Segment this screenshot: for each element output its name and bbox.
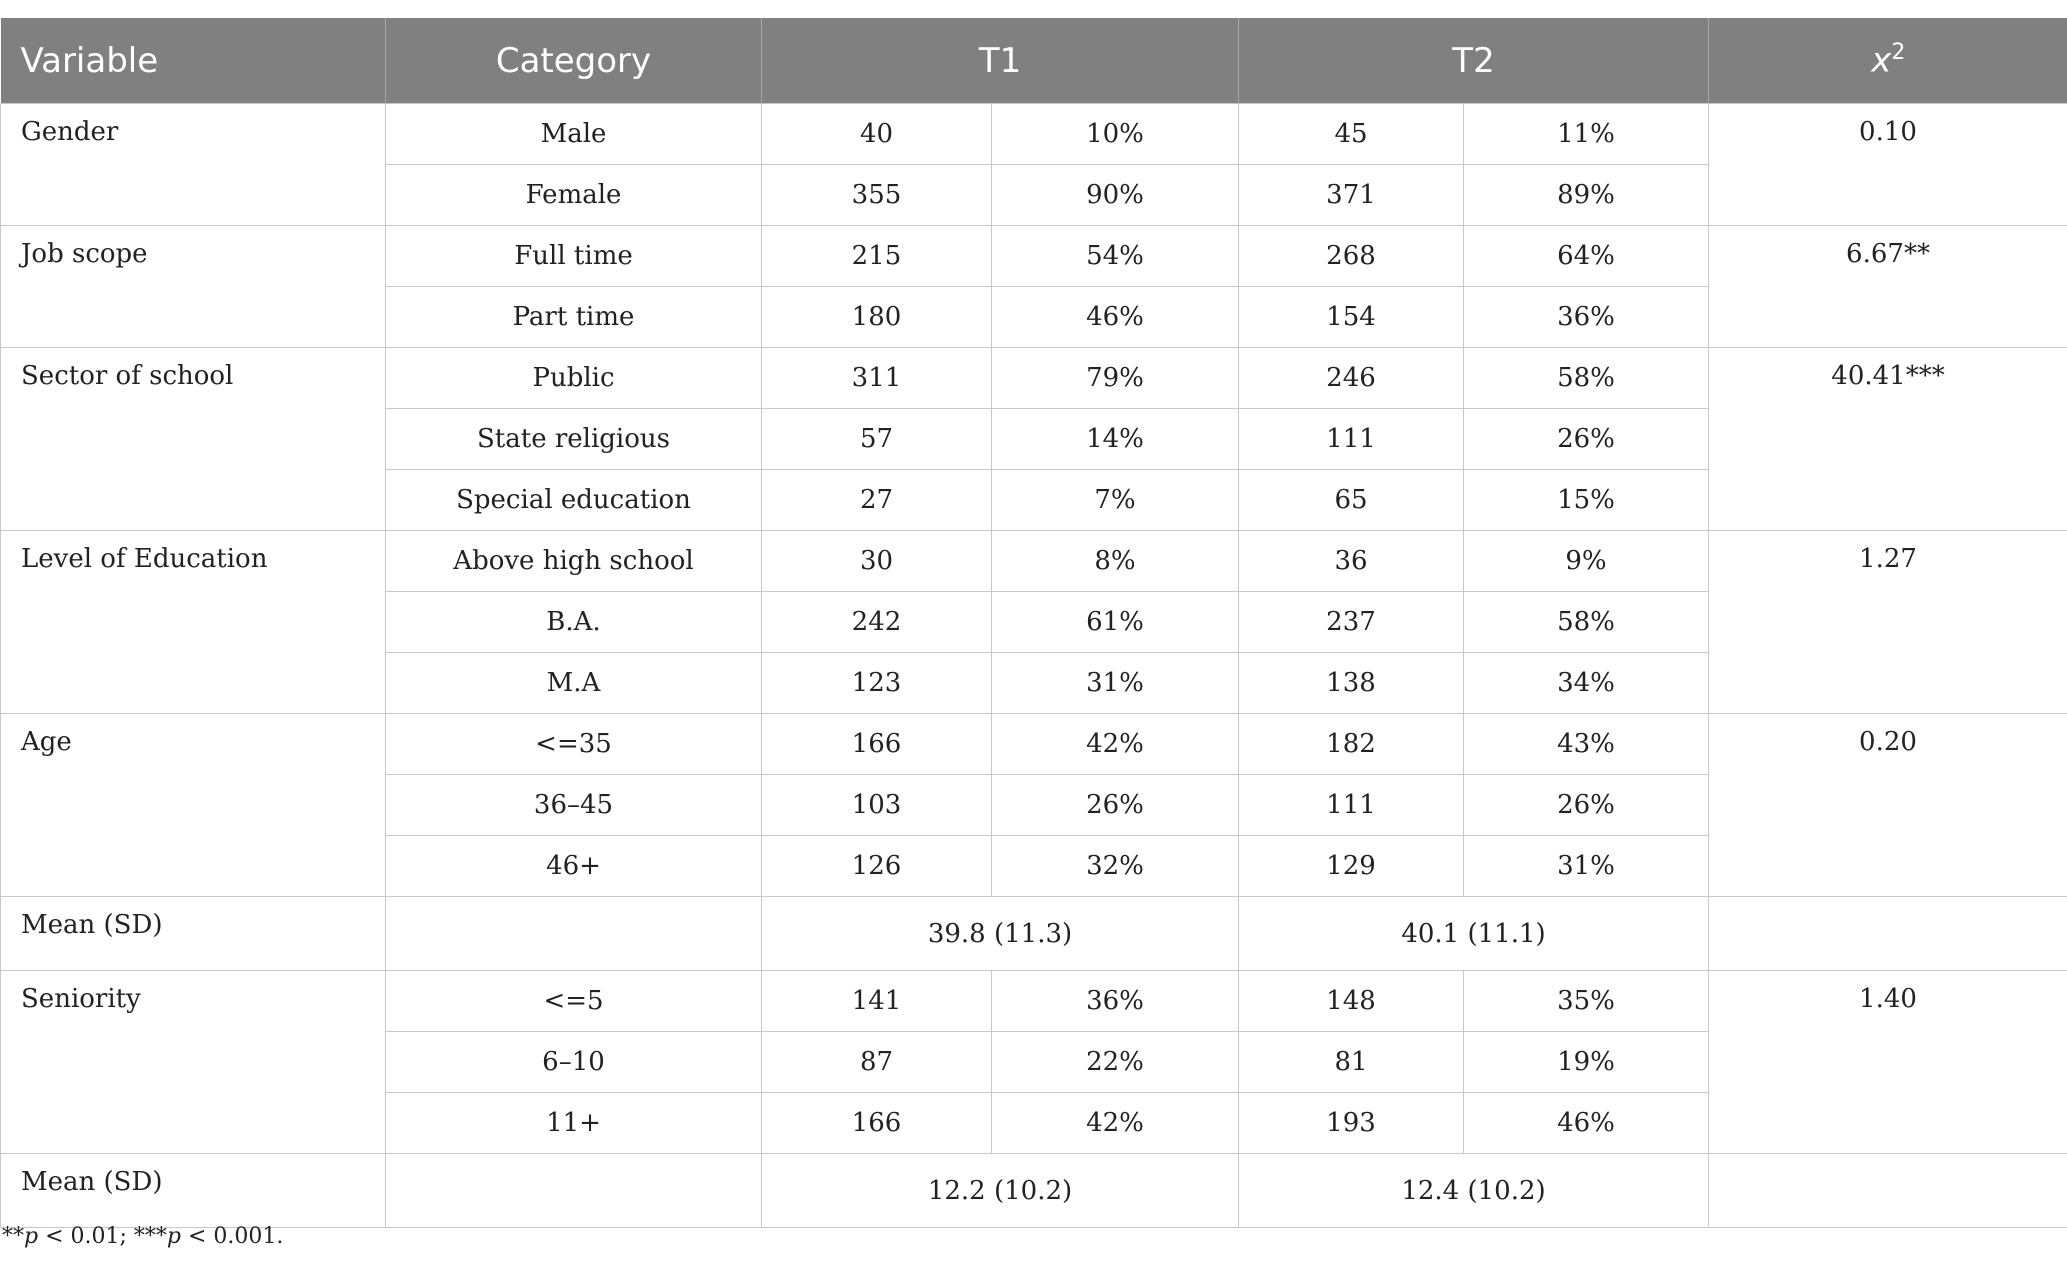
t1-count-cell: 215: [762, 226, 992, 287]
t2-percent-cell: 58%: [1464, 348, 1709, 409]
t2-percent-cell: 46%: [1464, 1093, 1709, 1154]
t1-percent-cell: 42%: [992, 1093, 1239, 1154]
category-cell: Full time: [386, 226, 762, 287]
t1-percent-cell: 90%: [992, 165, 1239, 226]
t2-percent-cell: 58%: [1464, 592, 1709, 653]
t1-percent-cell: 36%: [992, 971, 1239, 1032]
header-variable: Variable: [1, 18, 386, 104]
header-chi-square: [1709, 18, 2067, 104]
t1-count-cell: 242: [762, 592, 992, 653]
empty-cell: [1709, 1154, 2067, 1228]
category-cell: State religious: [386, 409, 762, 470]
t1-count-cell: 166: [762, 1093, 992, 1154]
t2-percent-cell: 89%: [1464, 165, 1709, 226]
footnote-stars: **: [2, 1224, 24, 1249]
t1-percent-cell: 79%: [992, 348, 1239, 409]
mean-row: [1, 897, 2067, 971]
t1-percent-cell: 10%: [992, 104, 1239, 165]
footnote-p: p: [166, 1224, 181, 1249]
table-row: [1, 348, 2067, 409]
footnote: [2, 1224, 283, 1249]
t1-count-cell: 166: [762, 714, 992, 775]
t1-percent-cell: 32%: [992, 836, 1239, 897]
table-row: [1, 531, 2067, 592]
chi-square-cell: 0.10: [1709, 104, 2067, 226]
t1-count-cell: 311: [762, 348, 992, 409]
t1-percent-cell: 22%: [992, 1032, 1239, 1093]
t1-percent-cell: 61%: [992, 592, 1239, 653]
t2-percent-cell: 15%: [1464, 470, 1709, 531]
t2-count-cell: 138: [1239, 653, 1464, 714]
t2-percent-cell: 11%: [1464, 104, 1709, 165]
t2-count-cell: 193: [1239, 1093, 1464, 1154]
t1-percent-cell: 26%: [992, 775, 1239, 836]
category-cell: B.A.: [386, 592, 762, 653]
t2-count-cell: 111: [1239, 775, 1464, 836]
t2-count-cell: 45: [1239, 104, 1464, 165]
t2-percent-cell: 34%: [1464, 653, 1709, 714]
category-cell: Male: [386, 104, 762, 165]
t1-count-cell: 126: [762, 836, 992, 897]
variable-cell: Gender: [1, 104, 386, 226]
t2-percent-cell: 43%: [1464, 714, 1709, 775]
chi-symbol: x: [1871, 40, 1892, 81]
header-category: Category: [386, 18, 762, 104]
t2-mean-cell: 40.1 (11.1): [1239, 897, 1709, 971]
t1-count-cell: 180: [762, 287, 992, 348]
t2-percent-cell: 9%: [1464, 531, 1709, 592]
t1-count-cell: 57: [762, 409, 992, 470]
t1-count-cell: 355: [762, 165, 992, 226]
t1-mean-cell: 39.8 (11.3): [762, 897, 1239, 971]
t2-count-cell: 154: [1239, 287, 1464, 348]
t1-percent-cell: 31%: [992, 653, 1239, 714]
table-row: [1, 714, 2067, 775]
t2-percent-cell: 35%: [1464, 971, 1709, 1032]
empty-cell: [1709, 897, 2067, 971]
footnote-text: < 0.01; ***: [38, 1224, 167, 1249]
t2-count-cell: 268: [1239, 226, 1464, 287]
variable-cell: Mean (SD): [1, 897, 386, 971]
t2-count-cell: 246: [1239, 348, 1464, 409]
t2-count-cell: 182: [1239, 714, 1464, 775]
table-body: [1, 104, 2067, 1228]
t1-count-cell: 27: [762, 470, 992, 531]
category-cell: 11+: [386, 1093, 762, 1154]
variable-cell: Age: [1, 714, 386, 897]
category-cell: 6–10: [386, 1032, 762, 1093]
t1-percent-cell: 8%: [992, 531, 1239, 592]
footnote-text: < 0.001.: [181, 1224, 284, 1249]
category-cell: <=5: [386, 971, 762, 1032]
t2-percent-cell: 26%: [1464, 409, 1709, 470]
variable-cell: Mean (SD): [1, 1154, 386, 1228]
t2-percent-cell: 26%: [1464, 775, 1709, 836]
chi-square-cell: 1.27: [1709, 531, 2067, 714]
t1-percent-cell: 7%: [992, 470, 1239, 531]
t2-count-cell: 65: [1239, 470, 1464, 531]
header-t1: T1: [762, 18, 1239, 104]
header-row: [1, 18, 2067, 104]
t2-count-cell: 148: [1239, 971, 1464, 1032]
chi-square-cell: 40.41***: [1709, 348, 2067, 531]
t1-mean-cell: 12.2 (10.2): [762, 1154, 1239, 1228]
table-row: [1, 971, 2067, 1032]
table-wrapper: [0, 18, 2067, 1228]
t1-percent-cell: 42%: [992, 714, 1239, 775]
t1-percent-cell: 46%: [992, 287, 1239, 348]
t1-count-cell: 40: [762, 104, 992, 165]
category-cell: Above high school: [386, 531, 762, 592]
chi-square-cell: 0.20: [1709, 714, 2067, 897]
t1-percent-cell: 54%: [992, 226, 1239, 287]
mean-row: [1, 1154, 2067, 1228]
t2-mean-cell: 12.4 (10.2): [1239, 1154, 1709, 1228]
t2-count-cell: 371: [1239, 165, 1464, 226]
t2-count-cell: 81: [1239, 1032, 1464, 1093]
chi-square-cell: 6.67**: [1709, 226, 2067, 348]
variable-cell: Seniority: [1, 971, 386, 1154]
category-cell: M.A: [386, 653, 762, 714]
table-row: [1, 226, 2067, 287]
category-cell: Public: [386, 348, 762, 409]
t2-percent-cell: 36%: [1464, 287, 1709, 348]
empty-cell: [386, 1154, 762, 1228]
header-t2: T2: [1239, 18, 1709, 104]
t2-percent-cell: 31%: [1464, 836, 1709, 897]
t1-count-cell: 103: [762, 775, 992, 836]
t2-count-cell: 36: [1239, 531, 1464, 592]
t1-count-cell: 123: [762, 653, 992, 714]
variable-cell: Job scope: [1, 226, 386, 348]
footnote-p: p: [24, 1224, 39, 1249]
t1-count-cell: 141: [762, 971, 992, 1032]
t2-count-cell: 129: [1239, 836, 1464, 897]
t2-count-cell: 237: [1239, 592, 1464, 653]
category-cell: Part time: [386, 287, 762, 348]
category-cell: <=35: [386, 714, 762, 775]
variable-cell: Level of Education: [1, 531, 386, 714]
t1-percent-cell: 14%: [992, 409, 1239, 470]
category-cell: 46+: [386, 836, 762, 897]
empty-cell: [386, 897, 762, 971]
category-cell: Female: [386, 165, 762, 226]
t2-percent-cell: 64%: [1464, 226, 1709, 287]
t1-count-cell: 87: [762, 1032, 992, 1093]
t2-percent-cell: 19%: [1464, 1032, 1709, 1093]
chi-superscript: 2: [1891, 40, 1906, 66]
category-cell: Special education: [386, 470, 762, 531]
variable-cell: Sector of school: [1, 348, 386, 531]
table-row: [1, 104, 2067, 165]
demographics-table: [0, 18, 2067, 1228]
chi-square-cell: 1.40: [1709, 971, 2067, 1154]
t1-count-cell: 30: [762, 531, 992, 592]
t2-count-cell: 111: [1239, 409, 1464, 470]
category-cell: 36–45: [386, 775, 762, 836]
